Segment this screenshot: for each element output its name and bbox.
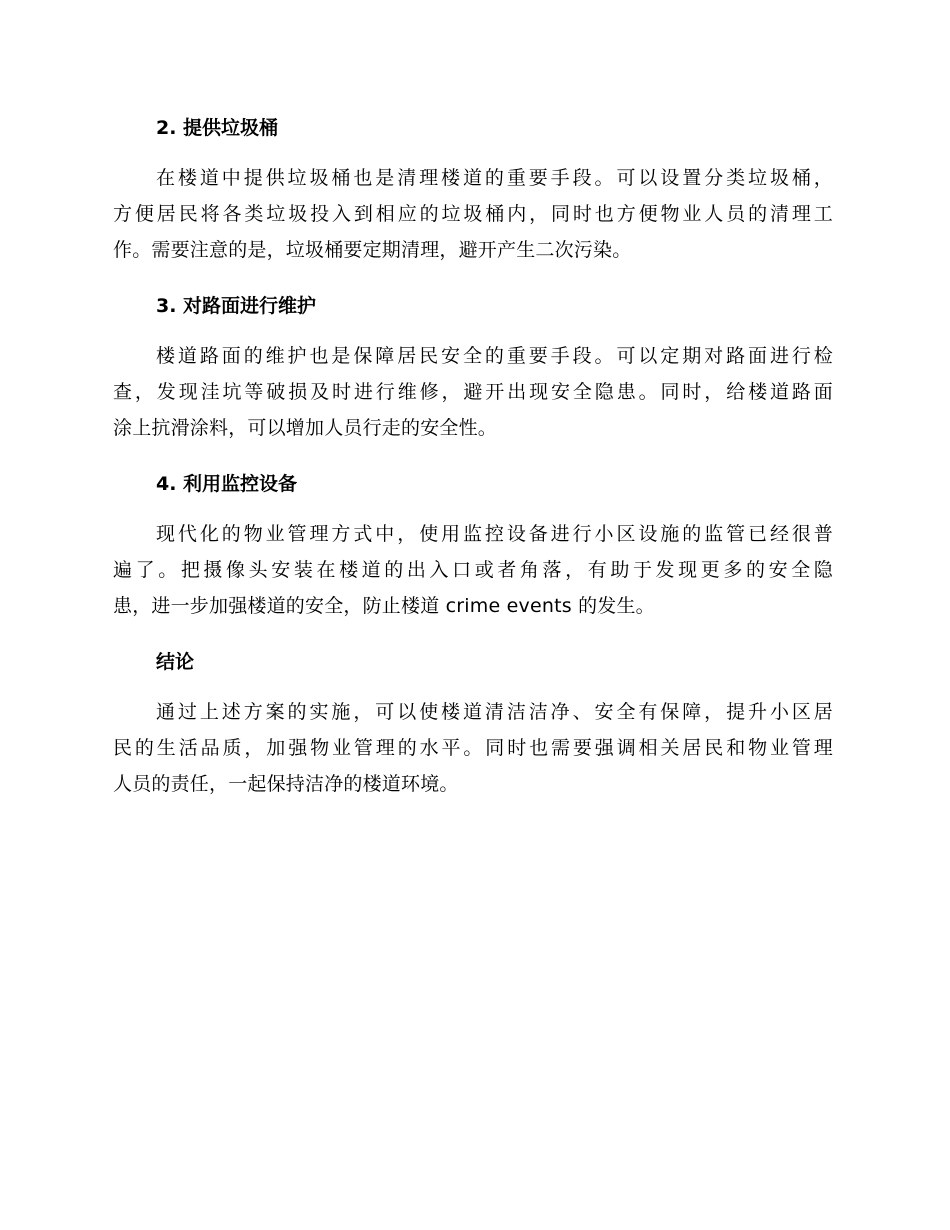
paragraph-line: 遍了。把摄像头安装在楼道的出入口或者角落，有助于发现更多的安全隐 xyxy=(113,559,833,581)
paragraph-line: 方便居民将各类垃圾投入到相应的垃圾桶内，同时也方便物业人员的清理工 xyxy=(113,203,833,225)
paragraph-line: 楼道路面的维护也是保障居民安全的重要手段。可以定期对路面进行检 xyxy=(156,345,833,367)
paragraph-line: 民的生活品质，加强物业管理的水平。同时也需要强调相关居民和物业管理 xyxy=(113,737,833,759)
paragraph-line: 人员的责任，一起保持洁净的楼道环境。 xyxy=(113,773,459,795)
paragraph-line: 在楼道中提供垃圾桶也是清理楼道的重要手段。可以设置分类垃圾桶， xyxy=(156,167,833,189)
paragraph-line: 作。需要注意的是，垃圾桶要定期清理，避开产生二次污染。 xyxy=(113,239,632,261)
section-heading-road-maintenance: 3. 对路面进行维护 xyxy=(156,295,317,317)
section-heading-surveillance: 4. 利用监控设备 xyxy=(156,473,298,495)
section-heading-trash-bins: 2. 提供垃圾桶 xyxy=(156,117,279,139)
paragraph-trash-bins xyxy=(113,160,833,268)
section-heading-conclusion: 结论 xyxy=(156,651,195,673)
paragraph-line: 现代化的物业管理方式中，使用监控设备进行小区设施的监管已经很普 xyxy=(156,523,833,545)
paragraph-line: 通过上述方案的实施，可以使楼道清洁洁净、安全有保障，提升小区居 xyxy=(156,701,833,723)
paragraph-line: 涂上抗滑涂料，可以增加人员行走的安全性。 xyxy=(113,417,498,439)
paragraph-line: 患，进一步加强楼道的安全，防止楼道 crime events 的发生。 xyxy=(113,595,655,617)
paragraph-surveillance xyxy=(113,516,833,624)
paragraph-road-maintenance xyxy=(113,338,833,446)
document-page xyxy=(113,108,833,820)
paragraph-line: 查，发现洼坑等破损及时进行维修，避开出现安全隐患。同时，给楼道路面 xyxy=(113,381,833,403)
paragraph-conclusion xyxy=(113,694,833,802)
